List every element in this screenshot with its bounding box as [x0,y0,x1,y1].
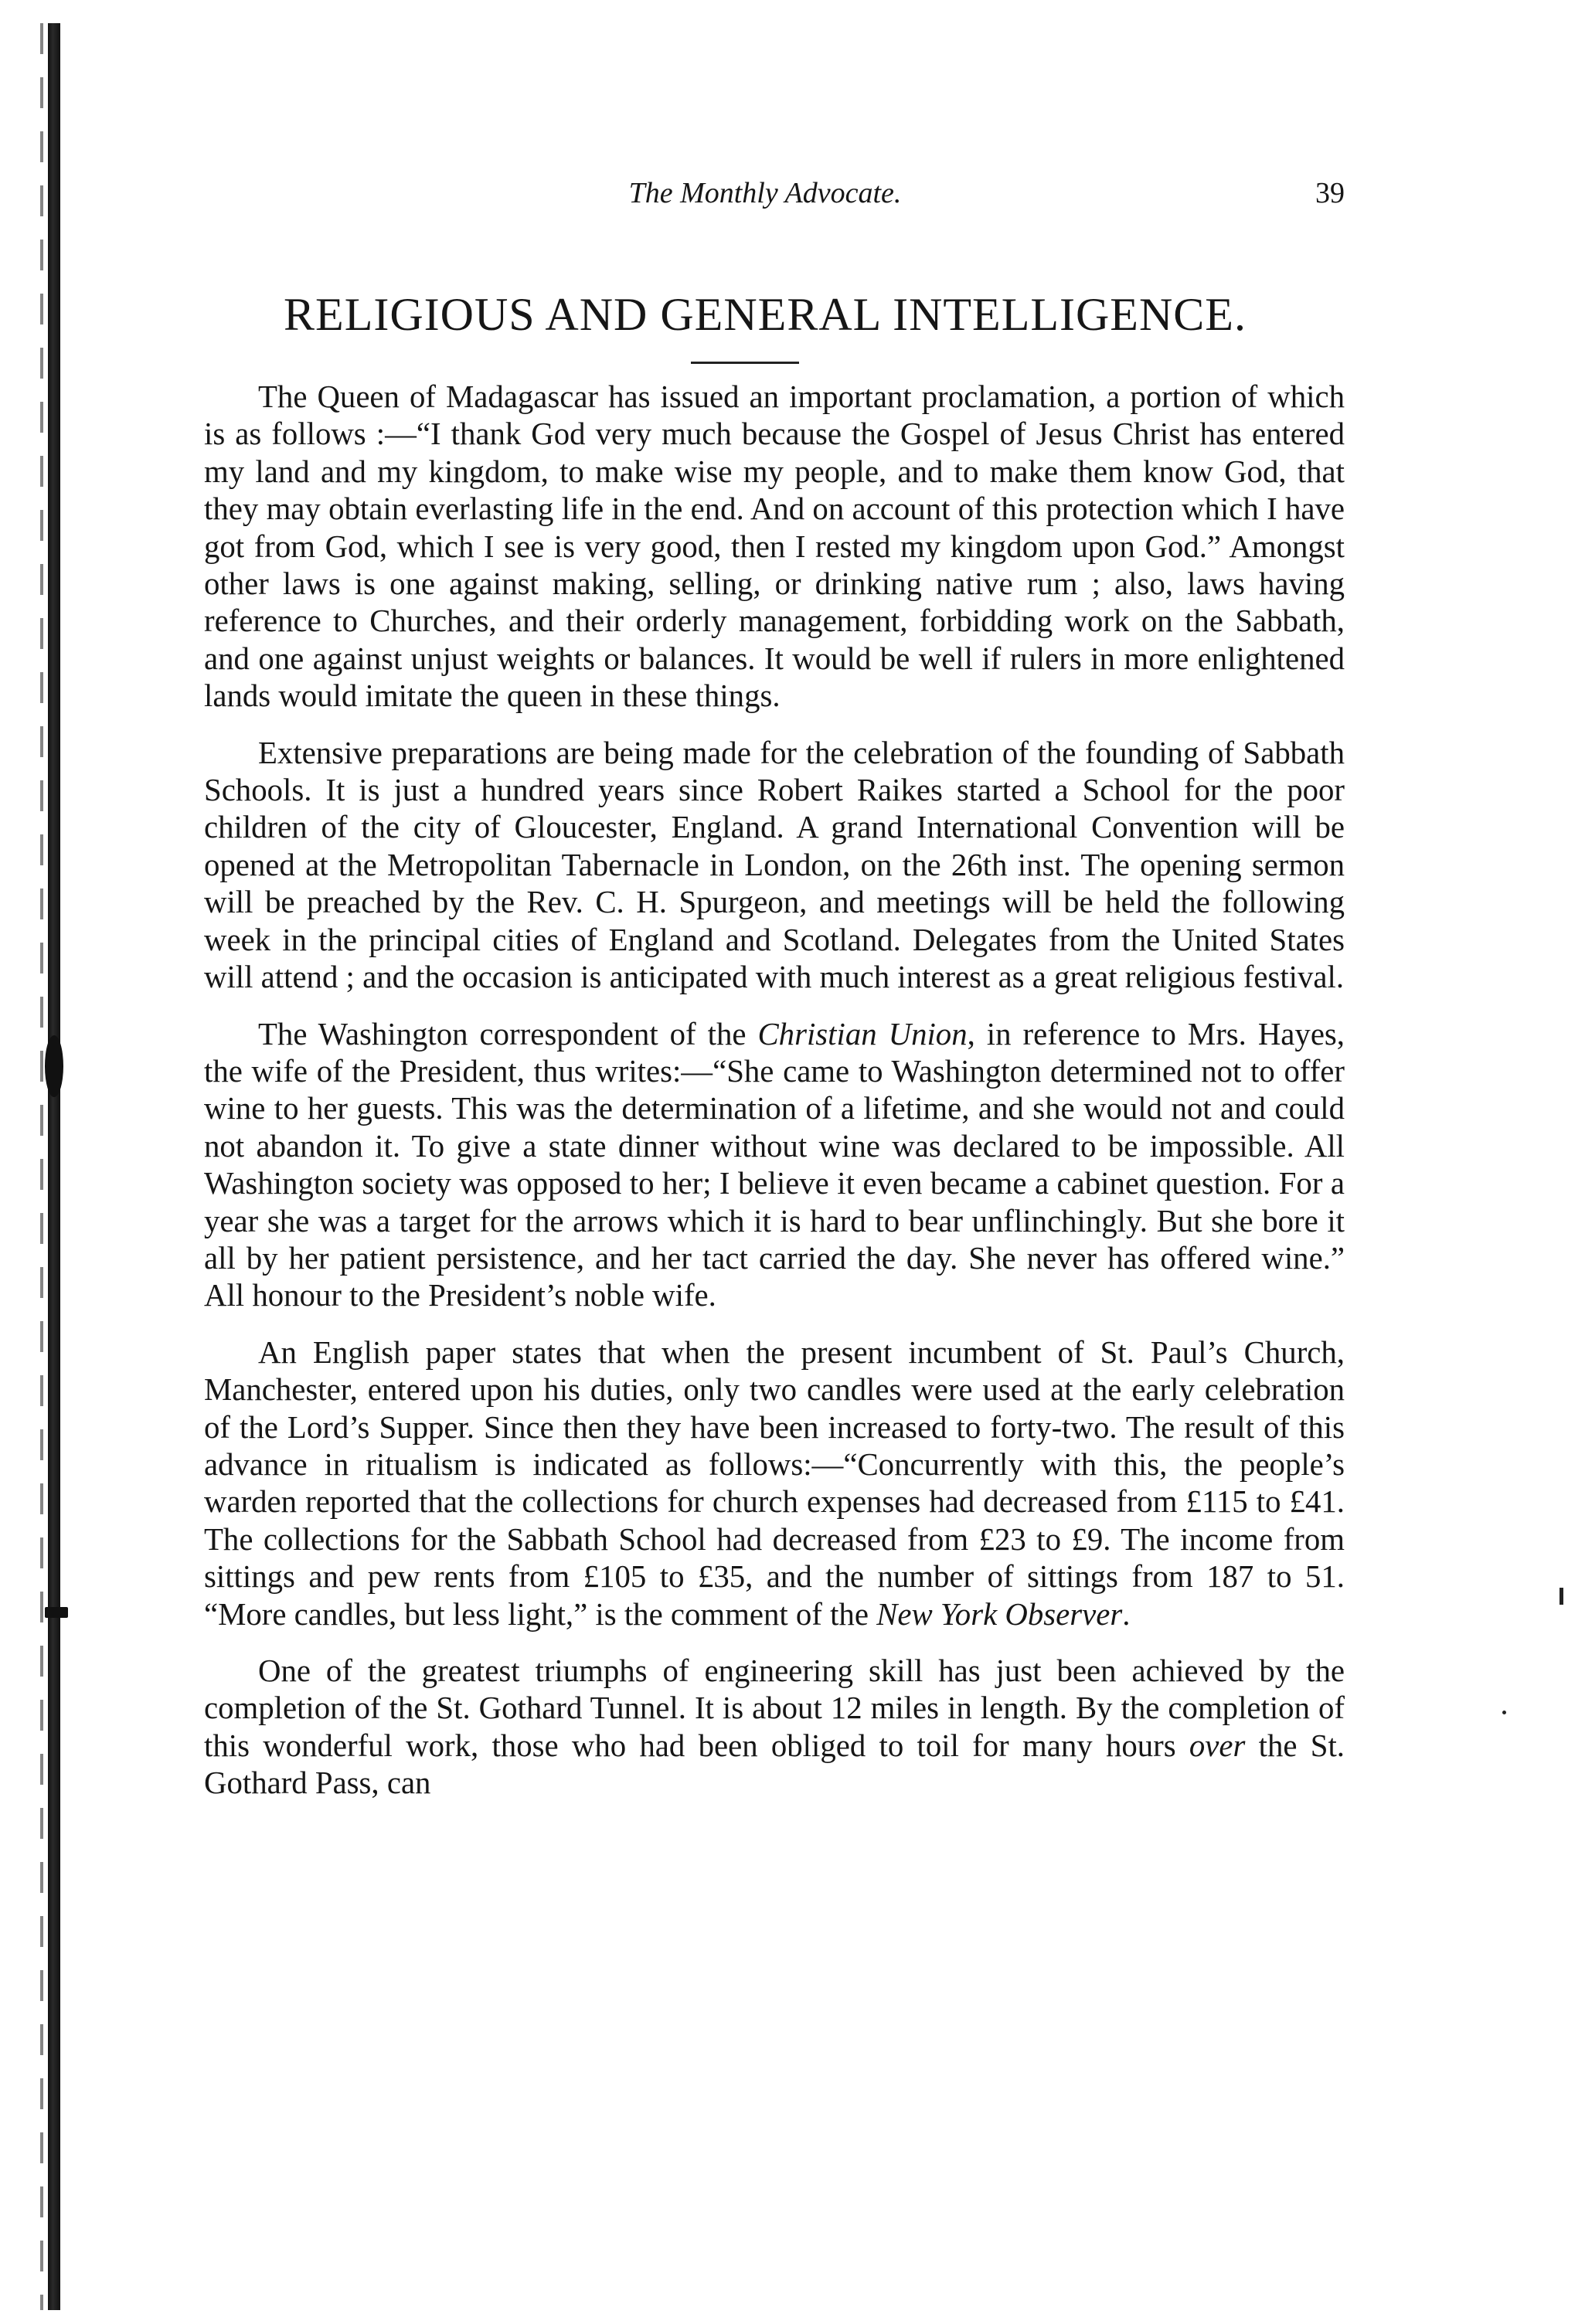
binding-mark-upper [45,1035,63,1097]
paragraph-madagascar: The Queen of Madagascar has issued an important proclamation, a portion of which is as follows :—“I thank God very much because the Gospel of Jesus Christ has entered my land and my kingdom, to make wise my people, and to make them know God, that they may obtain everlasting life in the end. And on account of this protection which I have got from God, which I see is very good, then I rested my kingdom upon God.” Amongst other laws is one against making, selling, or drinking native rum ; also, laws having reference to Churches, and their orderly management, forbidding work on the Sabbath, and one against unjust weights or balances. It would be well if rulers in more enlightened lands would imitate the queen in these things. [204,379,1345,714]
paragraph-st-gothard: One of the greatest triumphs of engineering skill has just been achieved by the completion of the St. Gothard Tunnel. It is about 12 miles in length. By the completion of this wonderful work, those who had been obliged to toil for many hours over the St. Gothard Pass, can [204,1653,1345,1801]
publication-name: Christian Union [757,1016,968,1052]
section-title: RELIGIOUS AND GENERAL INTELLIGENCE. [284,289,1247,340]
stray-mark-dot [1502,1711,1506,1714]
paragraph-candles: An English paper states that when the present incumbent of St. Paul’s Church, Manchester, entered upon his duties, only two candles were used at the early celebration of the Lord’s Supper. Since then they have been increased to forty-two. The result of this advance in ritualism is indicated as follows:—“Concurrently with this, the people’s warden reported that the collections for church expenses had decreased from £115 to £41. The collections for the Sabbath School had decreased from £23 to £9. The income from sittings and pew rents from £105 to £35, and the number of sittings from 187 to 51. “More candles, but less light,” is the comment of the New York Observer. [204,1334,1345,1632]
running-header [185,173,1345,219]
article-body [204,379,1345,1822]
running-title: The Monthly Advocate. [628,177,902,209]
page-binding-edge [48,23,60,2310]
publication-name: New York Observer [876,1596,1123,1632]
page-number: 39 [1315,177,1345,209]
title-rule [691,362,799,364]
binding-mark-lower [45,1607,68,1618]
paragraph-mrs-hayes: The Washington correspondent of the Christian Union, in reference to Mrs. Hayes, the wife of the President, thus writes:—“She came to Washington determined not to offer wine to her guests. This was the determination of a lifetime, and she would not and could not abandon it. To give a state dinner without wine was declared to be impossible. All Washington society was opposed to her; I believe it even became a cabinet question. For a year she was a target for the arrows which it is hard to bear unflinchingly. But she bore it all by her patient persistence, and her tact carried the day. She never has offered wine.” All honour to the President’s noble wife. [204,1016,1345,1313]
stray-mark-margin [1559,1588,1563,1605]
paragraph-sabbath-schools: Extensive preparations are being made for the celebration of the founding of Sabbath Schools. It is just a hundred years since Robert Raikes started a School for the poor children of the city of Gloucester, England. A grand International Convention will be opened at the Metropolitan Tabernacle in London, on the 26th inst. The opening sermon will be preached by the Rev. C. H. Spurgeon, and meetings will be held the following week in the principal cities of England and Scotland. Delegates from the United States will attend ; and the occasion is anticipated with much interest as a great religious festival. [204,735,1345,995]
emphasis-word: over [1189,1728,1246,1763]
